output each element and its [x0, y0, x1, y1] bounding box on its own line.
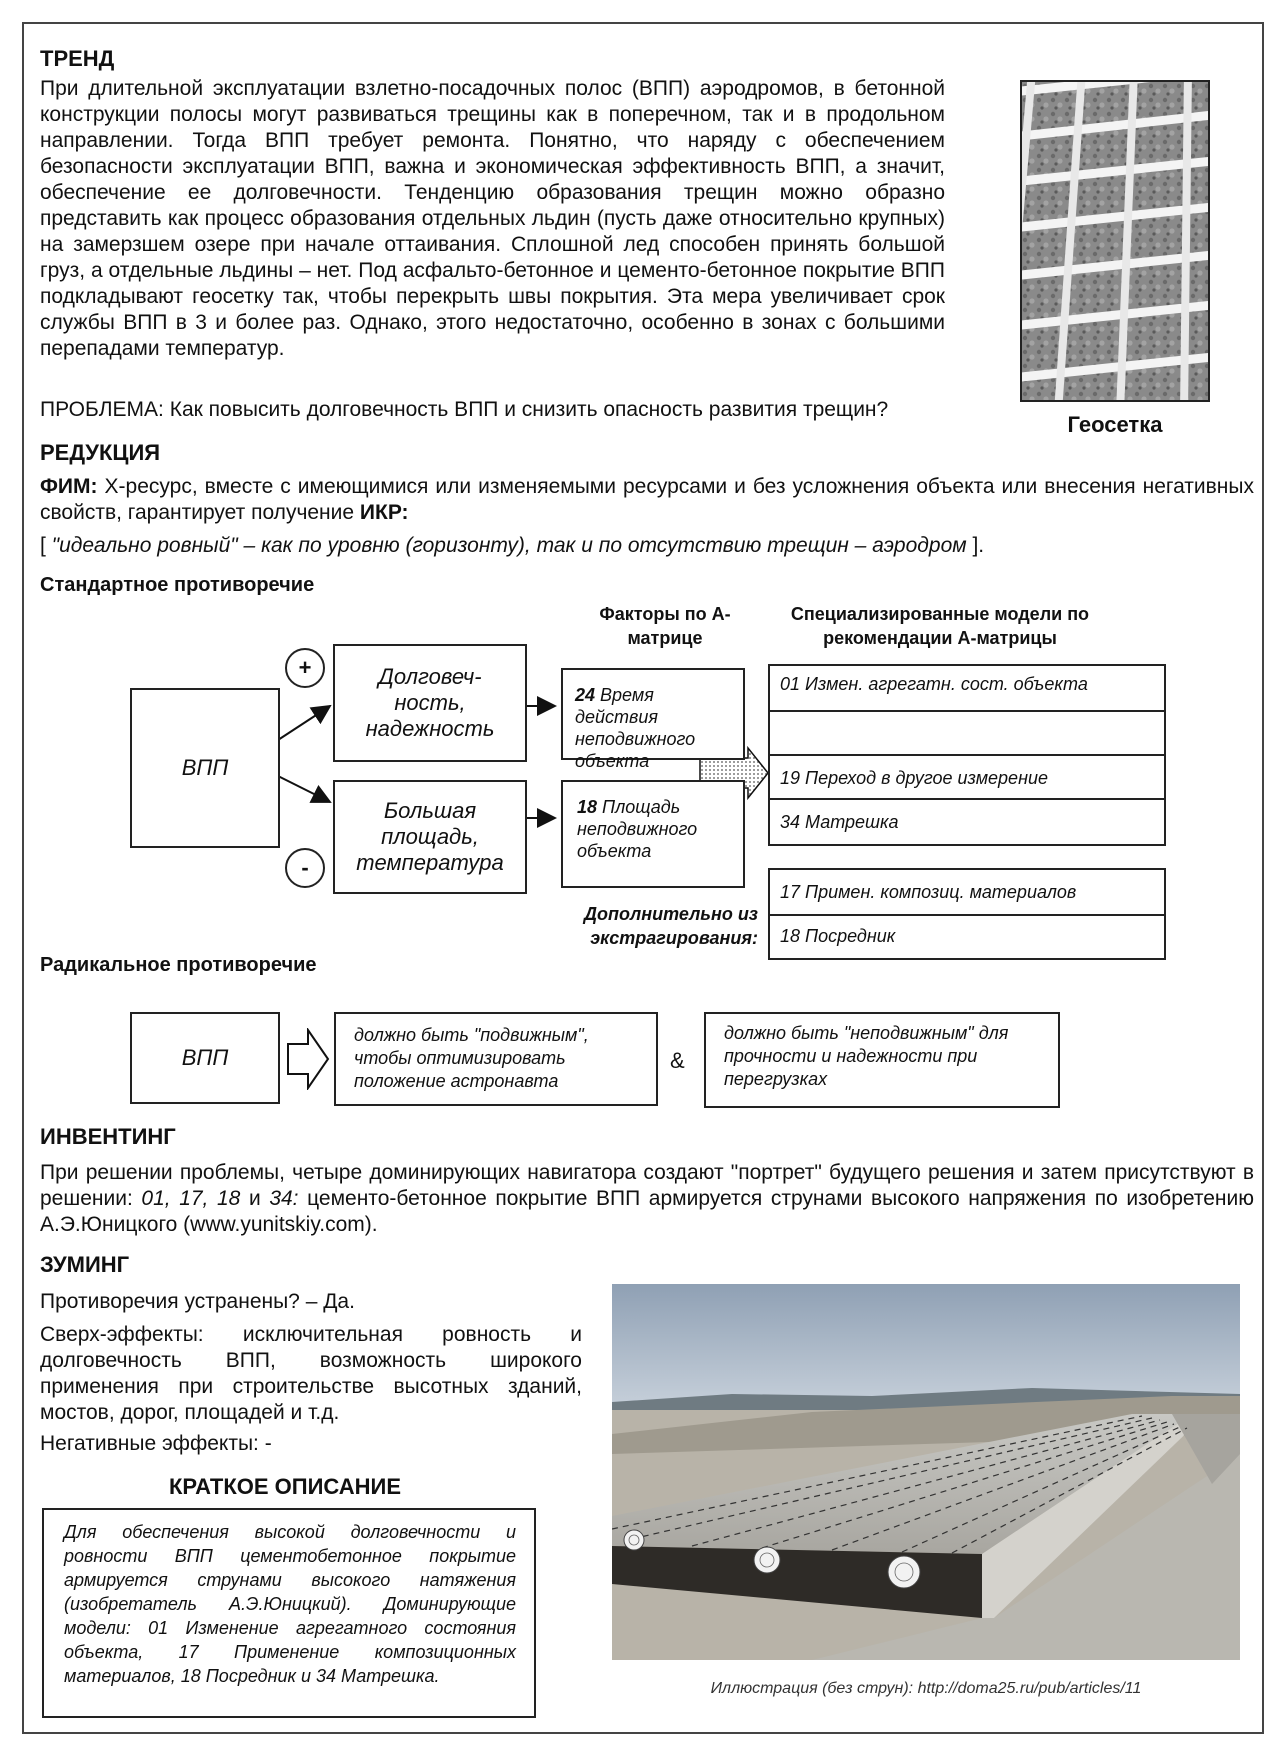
- models-list: [768, 664, 1166, 846]
- problem-text: ПРОБЛЕМА: Как повысить долговечность ВПП и снизить опасность развития трещин?: [40, 398, 889, 421]
- extra-models-list: [768, 868, 1166, 960]
- good-factor-box: Долговеч-ность, надежность: [333, 644, 527, 762]
- must-be-movable-box: должно быть "подвижным", чтобы оптимизировать положение астронавта: [334, 1012, 658, 1106]
- ampersand: &: [670, 1048, 685, 1073]
- photo-caption: Иллюстрация (без струн): http://doma25.ru/pub/articles/11: [710, 1680, 1142, 1697]
- factor-24-text: Время действия неподвижного объекта: [575, 685, 696, 771]
- ikr-close: ].: [966, 534, 985, 557]
- radical-title: Радикальное противоречие: [40, 954, 317, 976]
- extra-model-17: 17 Примен. композиц. материалов: [768, 868, 1166, 916]
- extra-model-18: 18 Посредник: [768, 914, 1166, 960]
- summary-box: Для обеспечения высокой долговечности и ровности ВПП цементобетонное покрытие армируется струнами высокого натяжения (изобретатель А.Э.Юницкий). Доминирующие модели: 01 Изменение агрегатного состояния объекта, 17 Применение композиционных материалов, 18 Посредник и 34 Матрешка.: [42, 1508, 536, 1718]
- ikr-open: [: [40, 534, 52, 557]
- zooming-title: ЗУМИНГ: [40, 1252, 130, 1277]
- ikr-text: "идеально ровный" – как по уровню (горизонту), так и по отсутствию трещин – аэродром: [51, 534, 967, 557]
- model-empty: [768, 710, 1166, 756]
- plus-circle: +: [285, 648, 325, 688]
- inventing-title: ИНВЕНТИНГ: [40, 1124, 176, 1149]
- factor-18-num: 18: [577, 797, 598, 817]
- fim-label: ФИМ:: [40, 475, 98, 498]
- factor-18-box: [561, 780, 745, 888]
- summary-title: КРАТКОЕ ОПИСАНИЕ: [168, 1474, 402, 1499]
- radical-arrow-icon: [286, 1028, 330, 1090]
- inventing-text-a: При решении проблемы, четыре доминирующих навигатора создают "портрет" будущего решения и затем присутствуют в решении:: [40, 1161, 1254, 1210]
- trend-text: При длительной эксплуатации взлетно-посадочных полос (ВПП) аэродромов, в бетонной конструкции полосы могут развиваться трещины как в поперечном, так и в продольном направлении. Тогда ВПП требует ремонта. Понятно, что наряду с обеспечением безопасности эксплуатации ВПП, важна и экономическая эффективность ВПП, а значит, обеспечение ее долговечности. Тенденцию образования трещин можно образно представить как процесс образования отдельных льдин (пусть даже относительно крупных) на замерзшем озере при начале оттаивания. Сплошной лед способен принять большой груз, а отдельные льдины – нет. Под асфальто-бетонное и цементо-бетонное покрытие ВПП подкладывают геосетку так, чтобы перекрыть швы покрытия. Эта мера увеличивает срок службы ВПП в 3 и более раз. Однако, этого недостаточно, особенно в зонах с большими перепадами температур.: [40, 77, 945, 360]
- negative-effects: Негативные эффекты: -: [40, 1432, 272, 1455]
- extra-label: Дополнительно из экстрагирования:: [584, 904, 758, 948]
- super-effects: Сверх-эффекты: исключительная ровность и долговечность ВПП, возможность широкого применения при строительстве высотных зданий, мостов, дорог, площадей и т.д.: [40, 1323, 582, 1424]
- bad-factor-box: Большая площадь, температура: [333, 780, 527, 894]
- ikr-label: ИКР:: [359, 501, 409, 524]
- factor-18-text: Площадь неподвижного объекта: [577, 797, 698, 861]
- model-34: 34 Матрешка: [768, 798, 1166, 846]
- reduction-title: РЕДУКЦИЯ: [40, 440, 161, 465]
- minus-circle: -: [285, 848, 325, 888]
- geogrid-caption: Геосетка: [1067, 412, 1163, 437]
- runway-photo: [612, 1284, 1240, 1660]
- inventing-text: [40, 1160, 1254, 1238]
- standard-title: Стандартное противоречие: [40, 574, 315, 596]
- inventing-navigator-34: 34:: [269, 1187, 299, 1210]
- contradictions-resolved: Противоречия устранены? – Да.: [40, 1290, 355, 1313]
- inventing-navigators: 01, 17, 18: [141, 1187, 241, 1210]
- factors-header: Факторы по А-матрице: [599, 604, 731, 648]
- inventing-and: и: [240, 1187, 270, 1210]
- model-01: 01 Измен. агрегатн. сост. объекта: [768, 664, 1166, 712]
- models-header: Специализированные модели по рекомендации А-матрицы: [790, 604, 1090, 648]
- fim-text: Х-ресурс, вместе с имеющимися или изменяемыми ресурсами и без усложнения объекта или внесения негативных свойств, гарантирует получение: [40, 475, 1254, 524]
- trend-title: ТРЕНД: [40, 46, 115, 71]
- inventing-text-b: цементо-бетонное покрытие ВПП армируется струнами высокого напряжения по изобретению А.Э.Юницкого (www.yunitskiy.com).: [40, 1187, 1255, 1236]
- object-box: ВПП: [130, 688, 280, 848]
- model-19: 19 Переход в другое измерение: [768, 754, 1166, 800]
- must-be-immovable-box: должно быть "неподвижным" для прочности и надежности при перегрузках: [704, 1012, 1060, 1108]
- factor-24-num: 24: [575, 685, 596, 705]
- factor-24-box: [561, 668, 745, 771]
- radical-object-box: ВПП: [130, 1012, 280, 1104]
